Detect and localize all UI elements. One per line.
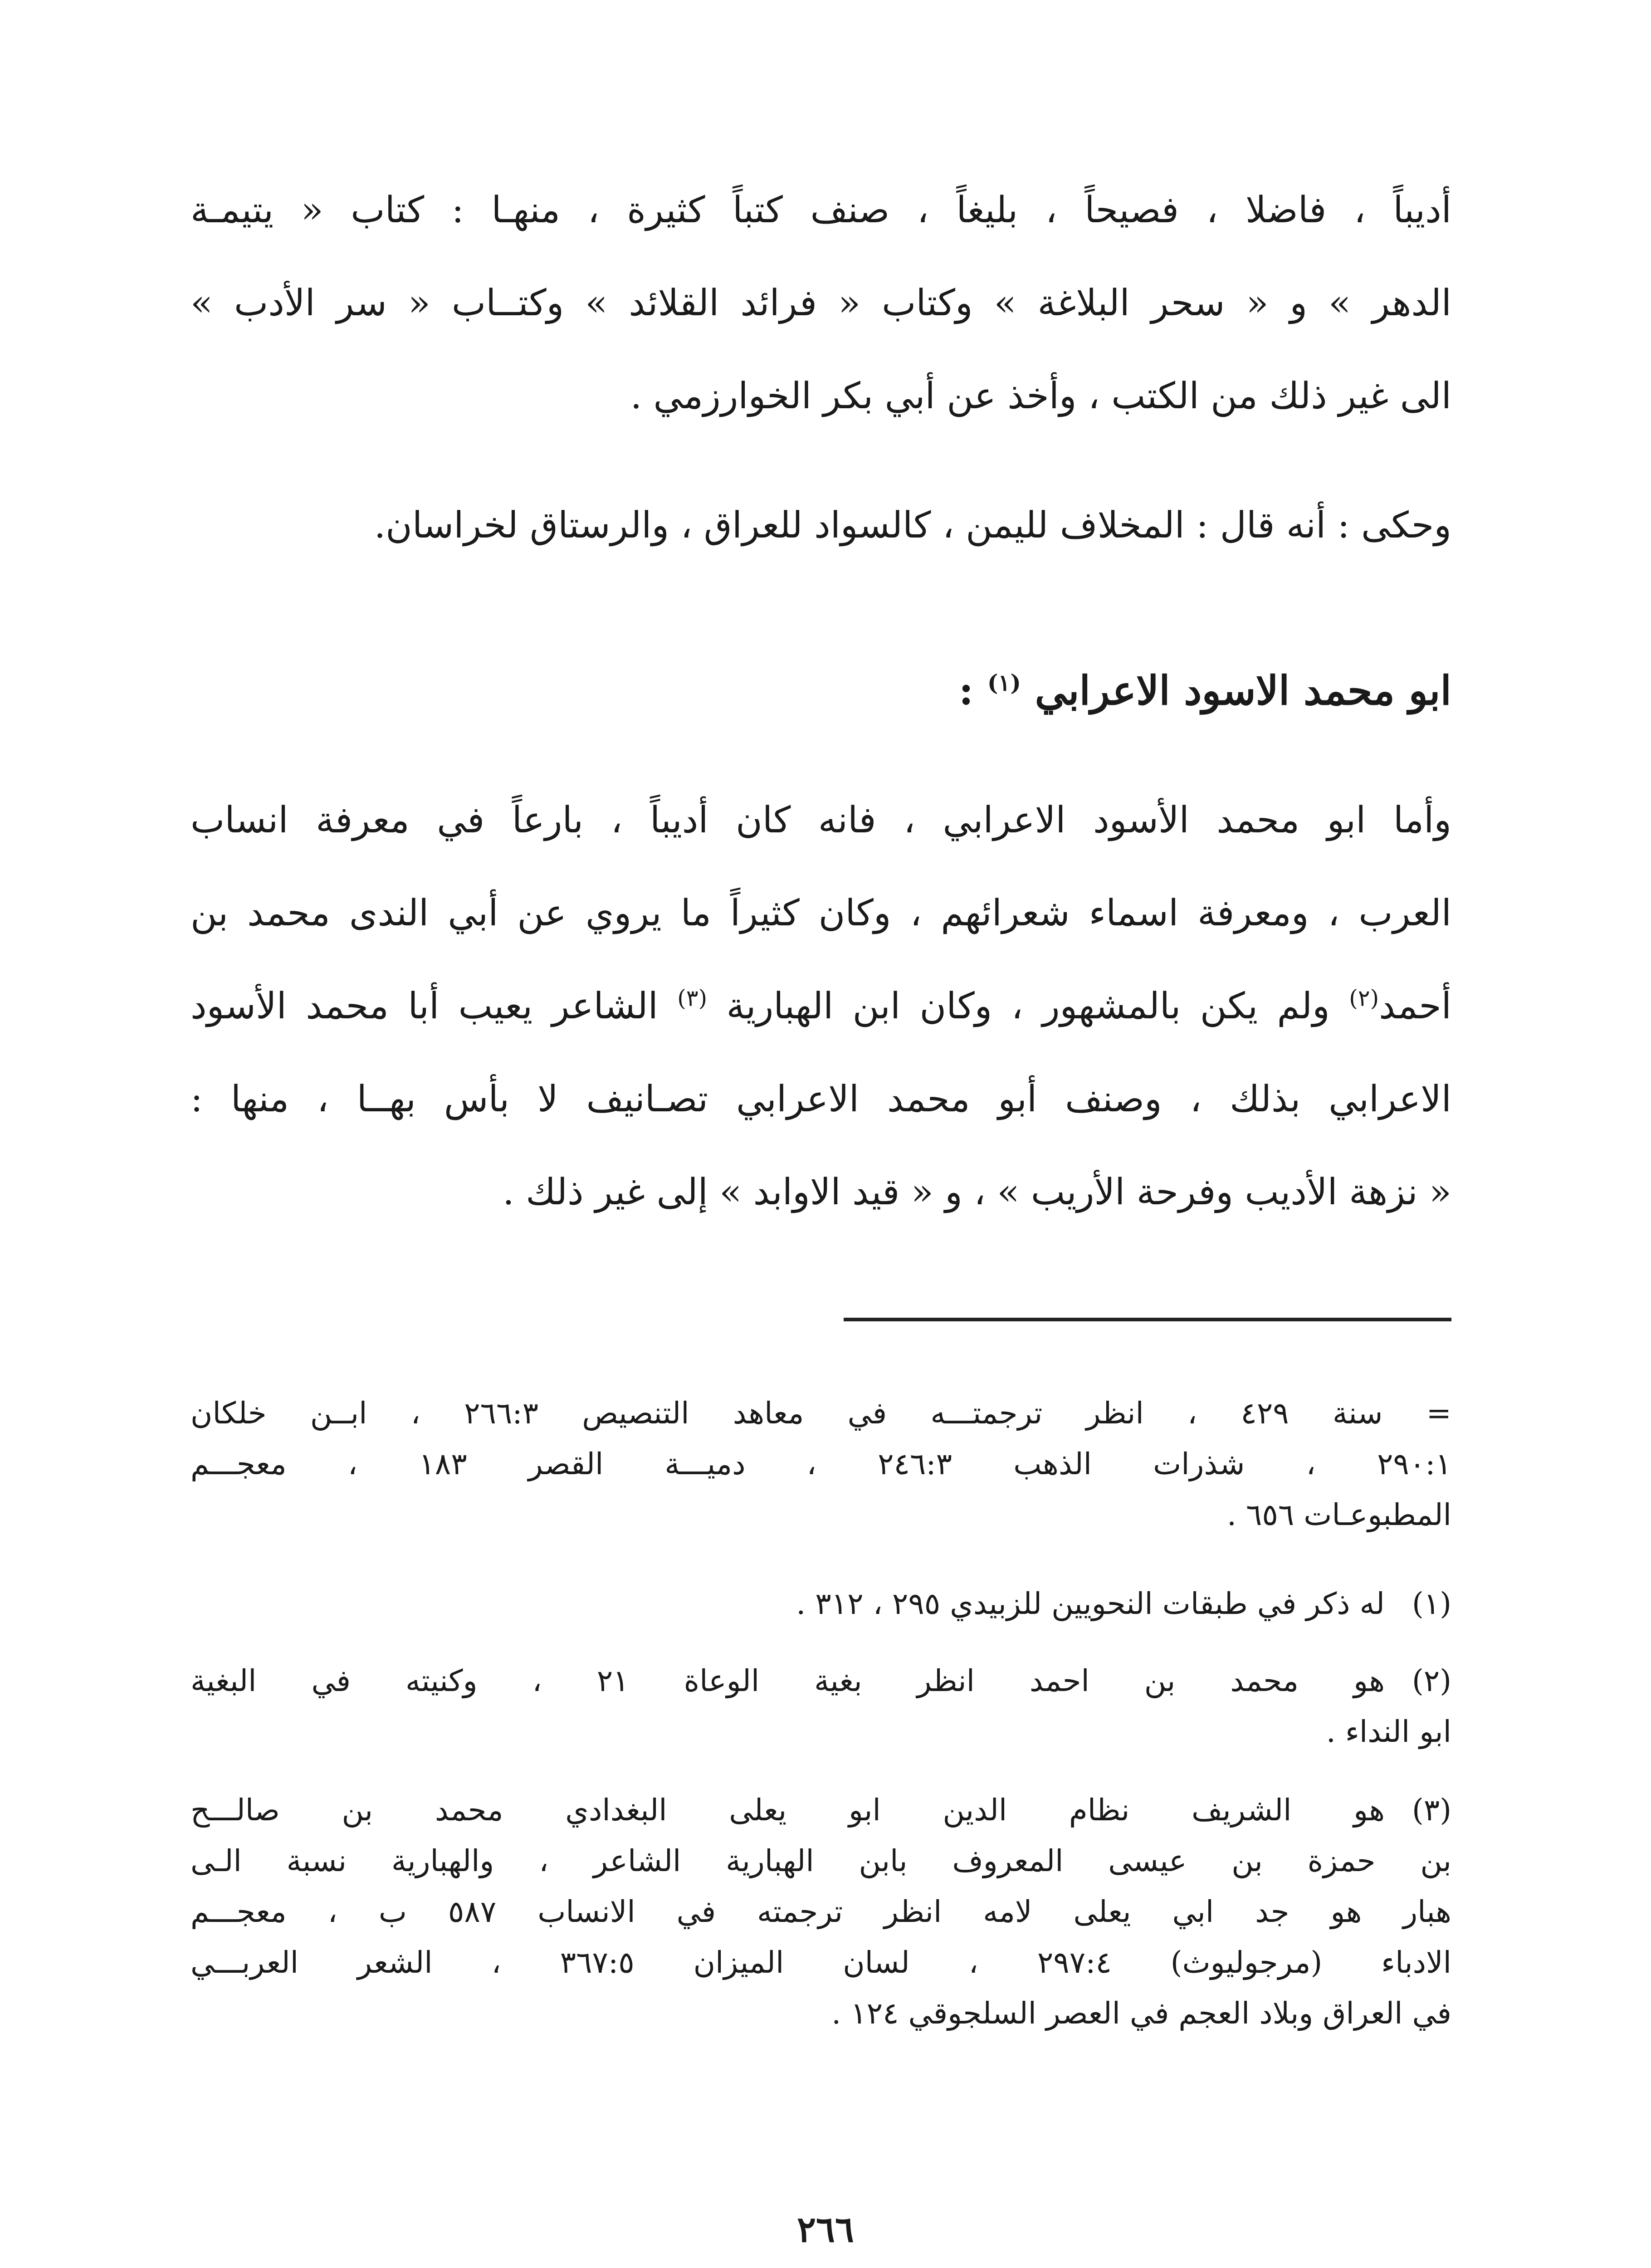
paragraph-1 [190,163,1451,442]
footnote-2-line-1: هو محمد بن احمد انظر بغية الوعاة ٢١ ، وكنيته في البغية [190,1663,1385,1698]
paragraph-3-line-3-part-b: ولم يكن بالمشهور ، وكان ابن الهبارية [726,985,1330,1027]
footnote-1-number: (١) [1412,1586,1451,1621]
footnote-2-line-2: ابو النداء . [1326,1714,1451,1749]
footnote-3 [190,1785,1451,2039]
footnote-2 [190,1656,1451,1757]
footnote-ref-2: (٢) [1349,985,1379,1012]
footnote-continuation-line-1: = سنة ٤٢٩ ، انظر ترجمتـــه في معاهد التنصيص ٢٦٦:٣ ، ابــن خلكان [190,1396,1451,1431]
footnote-separator [844,1318,1451,1321]
footnote-1 [190,1579,1451,1629]
footnote-1-text: له ذكر في طبقات النحويين للزبيدي ٢٩٥ ، ٣١٢ . [796,1586,1385,1621]
paragraph-1-line-3: الى غير ذلك من الكتب ، وأخذ عن أبي بكر الخوارزمي . [630,375,1451,417]
paragraph-1-line-2: الدهر » و « سحر البلاغة » وكتاب « فرائد القلائد » وكتــاب « سر الأدب » [190,282,1451,324]
paragraph-2-line-1: وحكى : أنه قال : المخلاف لليمن ، كالسواد للعراق ، والرستاق لخراسان. [374,504,1451,546]
paragraph-3-line-3-part-c: الشاعر يعيب أبا محمد الأسود [190,985,658,1027]
footnote-2-number: (٢) [1412,1663,1451,1698]
paragraph-2 [190,479,1451,572]
page-number: ٢٦٦ [797,2209,854,2250]
footnote-continuation-line-2: ٢٩٠:١ ، شذرات الذهب ٢٤٦:٣ ، دميـــة القصر ١٨٣ ، معجـــم [190,1447,1451,1481]
footnote-3-line-5: في العراق وبلاد العجم في العصر السلجوقي ١٢٤ . [831,1996,1451,2031]
paragraph-3-line-3 [190,959,1451,1052]
entry-heading [190,644,1451,737]
footnote-3-line-4: الادباء (مرجوليوث) ٢٩٧:٤ ، لسان الميزان ٣٦٧:٥ ، الشعر العربـــي [190,1945,1451,1980]
footnote-continuation [190,1388,1451,1540]
footnote-3-line-2: بن حمزة بن عيسى المعروف بابن الهبارية الشاعر ، والهبارية نسبة الـى [190,1843,1451,1878]
paragraph-3-line-1: وأما ابو محمد الأسود الاعرابي ، فانه كان أديباً ، بارعاً في معرفة انساب [190,799,1451,841]
paragraph-3 [190,773,1451,1238]
footnote-ref-3: (٣) [677,985,708,1012]
heading-footnote-ref: (١) [987,669,1021,696]
heading-colon: : [958,667,974,714]
footnote-3-line-3: هبار هو جد ابي يعلى لامه انظر ترجمته في الانساب ٥٨٧ ب ، معجـــم [190,1894,1451,1929]
paragraph-3-line-2: العرب ، ومعرفة اسماء شعرائهم ، وكان كثيراً ما يروي عن أبي الندى محمد بن [190,892,1452,934]
paragraph-3-line-4: الاعرابي بذلك ، وصنف أبو محمد الاعرابي تصـانيف لا بأس بهــا ، منها : [190,1078,1451,1120]
footnote-3-line-1: هو الشريف نظام الدين ابو يعلى البغدادي محمد بن صالـــح [190,1793,1385,1828]
paragraph-3-line-5: « نزهة الأديب وفرحة الأريب » ، و « قيد الاوابد » إلى غير ذلك . [503,1171,1451,1213]
footnote-3-number: (٣) [1412,1793,1451,1828]
paragraph-3-line-3-part-a: أحمد [1379,985,1451,1027]
heading-title: ابو محمد الاسود الاعرابي [1035,667,1451,714]
footnote-continuation-line-3: المطبوعـات ٦٥٦ . [1226,1497,1451,1532]
paragraph-1-line-1: أديباً ، فاضلا ، فصيحاً ، بليغاً ، صنف كتباً كثيرة ، منهـا : كتاب « يتيمـة [190,189,1451,231]
